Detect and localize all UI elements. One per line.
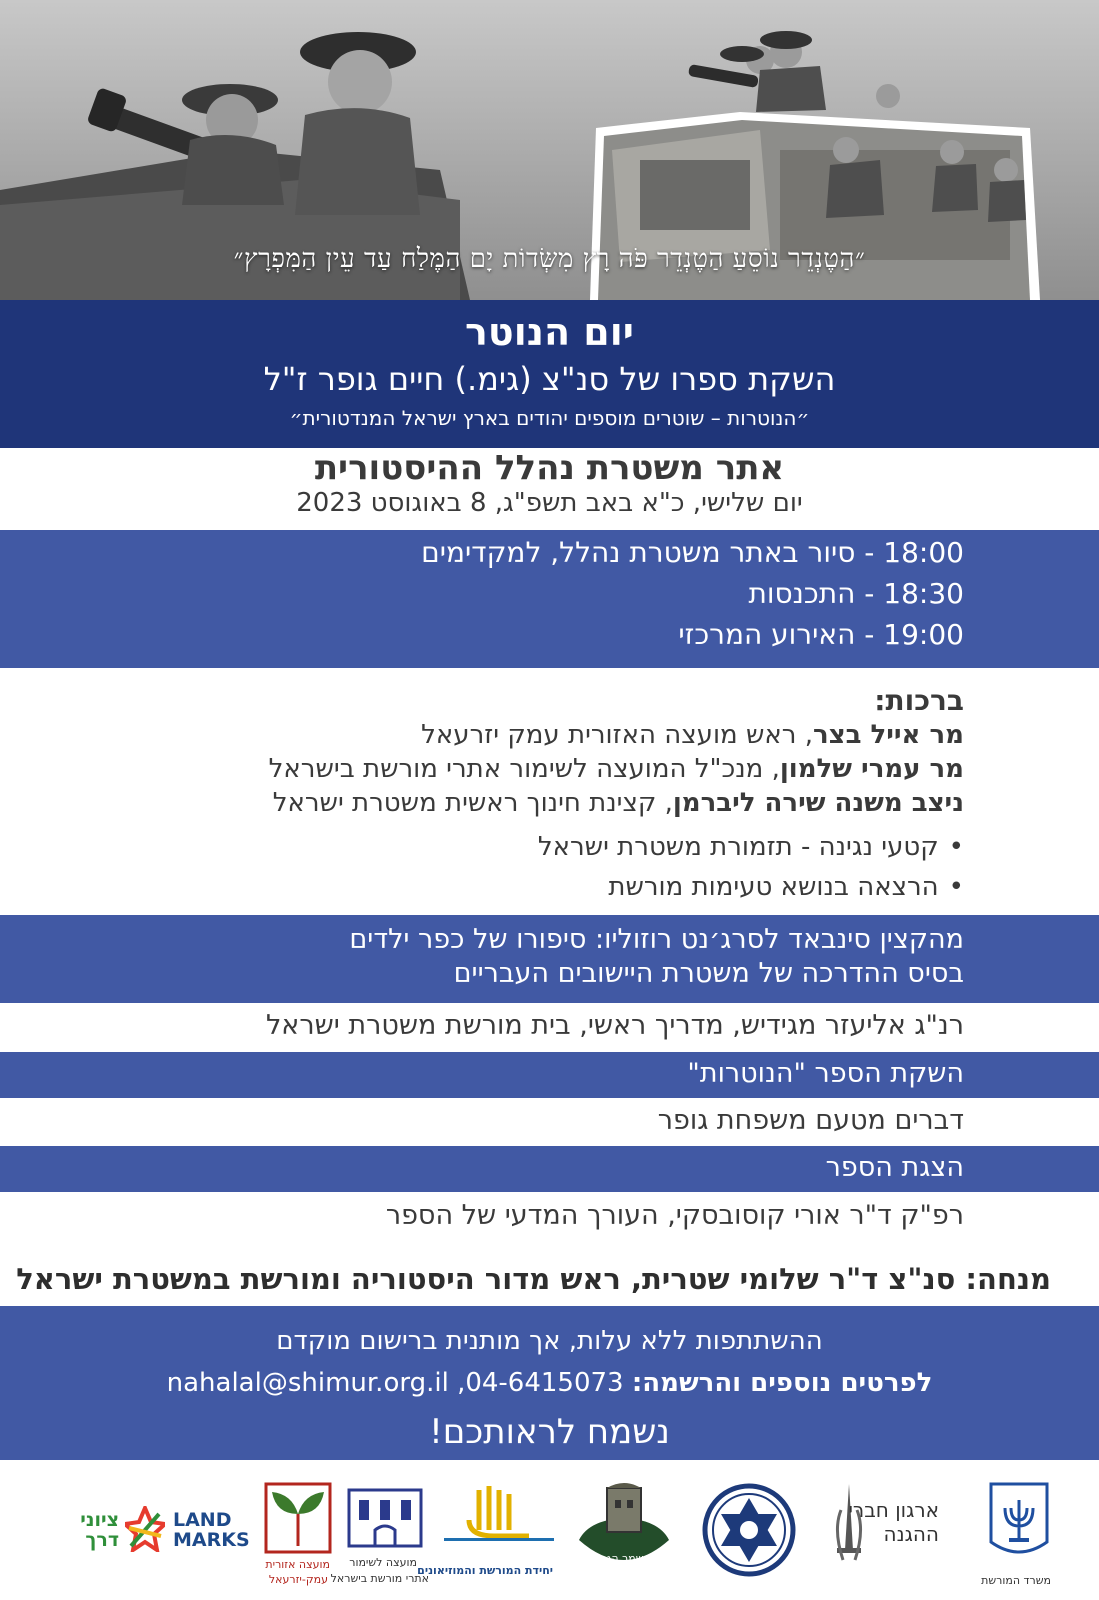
museums-unit-logo xyxy=(417,1480,559,1590)
book-title: ״הנוטרות – שוטרים מוספים יהודים בארץ ישראל המנדטורית״ xyxy=(289,406,810,430)
schedule-item: 18:30 - התכנסות xyxy=(748,577,964,610)
menorah-logo xyxy=(981,1480,1051,1590)
shimur-council-logo xyxy=(330,1480,429,1590)
landmarks-he-2: דרך xyxy=(85,1529,119,1551)
border-guard-caption: משמר הגבול xyxy=(591,1552,651,1565)
documentary-subtitle: בסיס ההדרכה של משטרת היישובים העבריים xyxy=(453,958,964,989)
venue-name: אתר משטרת נהלל ההיסטורית xyxy=(314,448,785,488)
program-bullet: • הרצאה בנושא טעימות מורשת xyxy=(608,872,964,902)
host-label: מנחה: xyxy=(965,1262,1051,1296)
guide-line: רנ"ג אליעזר מגידיש, מדריך ראשי, בית מורשת משטרת ישראל xyxy=(265,1010,964,1041)
greeting-speaker xyxy=(273,788,964,818)
star-icon xyxy=(125,1506,165,1552)
scientific-editor: רפ"ק ד"ר אורי קוסובסקי, העורך המדעי של הספר xyxy=(385,1200,964,1231)
speaker-role: , מנכ"ל המועצה לשימור אתרי מורשת בישראל xyxy=(268,754,780,784)
landmarks-he xyxy=(73,1510,119,1550)
title-banner xyxy=(0,300,1099,448)
landmarks-en-1: LAND xyxy=(173,1509,232,1531)
schedule-item: 19:00 - האירוע המרכזי xyxy=(678,618,964,651)
registration-section xyxy=(0,1306,1099,1460)
schedule-item: 18:00 - סיור באתר משטרת נהלל, למקדימים xyxy=(421,536,964,569)
speaker-role: , קצינת חינוך ראשית משטרת ישראל xyxy=(272,788,673,818)
border-guard-logo xyxy=(569,1480,679,1590)
book-launch: השקת הספר "הנוטרות" xyxy=(687,1058,964,1089)
landmarks-logo xyxy=(73,1480,250,1590)
contact-label: לפרטים נוספים והרשמה: xyxy=(631,1368,933,1398)
program-bullet: • קטעי נגינה - תזמורת משטרת ישראל xyxy=(538,832,964,862)
greeting-speaker xyxy=(269,754,964,784)
event-subtitle: השקת ספרו של סנ"צ (גימ.) חיים גופר ז"ל xyxy=(263,360,836,398)
speaker-role: , ראש מועצה האזורית עמק יזרעאל xyxy=(421,720,813,750)
schedule-section xyxy=(0,530,1099,668)
menorah-icon xyxy=(987,1480,1051,1570)
emek-caption-1: מועצה אזורית xyxy=(265,1558,330,1571)
emek-caption-2: עמק-יזרעאל xyxy=(268,1573,328,1586)
speaker-name: מר עמרי שלמון xyxy=(779,754,964,784)
contact-line xyxy=(0,1368,1099,1398)
hero-quote: ״הַטֶנְדֵר נוֹסֵעַ הַטֶנְדֵר פֹּה רָץ מִשְּׂדוֹת יָם הַמֶּלַח עַד עֵין הַמִּפְרָץ״ xyxy=(233,244,866,274)
shimur-caption-1: מועצה לשימור xyxy=(349,1556,417,1569)
host-name: סנ"צ ד"ר שלומי שטרית, ראש מדור היסטוריה ומורשת במשטרת ישראל xyxy=(16,1262,956,1296)
family-words: דברים מטעם משפחת גופר xyxy=(657,1105,964,1136)
event-title: יום הנוטר xyxy=(465,310,634,354)
shimur-caption-2: אתרי מורשת בישראל xyxy=(330,1572,429,1585)
greetings-title: ברכות: xyxy=(874,684,964,717)
border-guard-emblem-icon xyxy=(569,1480,679,1580)
police-logo xyxy=(699,1480,799,1590)
landmarks-en-2: MARKS xyxy=(173,1529,250,1551)
building-icon xyxy=(341,1480,429,1552)
documentary-title: מהקצין סינבאד לסרג׳נט רוזוליו: סיפורו של כפר ילדים xyxy=(349,924,964,955)
landmarks-he-1: ציוני xyxy=(80,1509,119,1531)
haganah-caption: ארגון חברי ההגנה xyxy=(848,1498,939,1546)
museums-unit-icon xyxy=(439,1480,559,1560)
book-presentation: הצגת הספר xyxy=(825,1152,964,1183)
haganah-logo xyxy=(829,1480,939,1590)
contact-details[interactable]: 04-6415073, nahalal@shimur.org.il xyxy=(166,1368,624,1398)
venue-section xyxy=(0,448,1099,530)
museums-unit-caption: יחידת המורשת והמוזיאונים xyxy=(417,1564,553,1577)
participation-note: ההשתתפות ללא עלות, אך מותנית ברישום מוקדם xyxy=(276,1326,823,1356)
speaker-name: ניצב משנה שירה ליברמן xyxy=(672,788,964,818)
host-line xyxy=(16,1262,1051,1296)
heritage-ministry-caption: משרד המורשת xyxy=(981,1574,1051,1587)
event-date: יום שלישי, כ"א באב תשפ"ג, 8 באוגוסט 2023 xyxy=(296,488,803,518)
hero-photo xyxy=(0,0,1099,300)
speaker-name: מר אייל בצר xyxy=(812,720,964,750)
sponsor-logos xyxy=(0,1470,1099,1600)
sprout-icon xyxy=(262,1480,334,1556)
closing-message: נשמח לראותכם! xyxy=(429,1412,670,1452)
landmarks-en xyxy=(173,1510,250,1550)
greeting-speaker xyxy=(421,720,964,750)
police-star-icon xyxy=(699,1480,799,1580)
emek-yizrael-logo xyxy=(262,1480,334,1590)
